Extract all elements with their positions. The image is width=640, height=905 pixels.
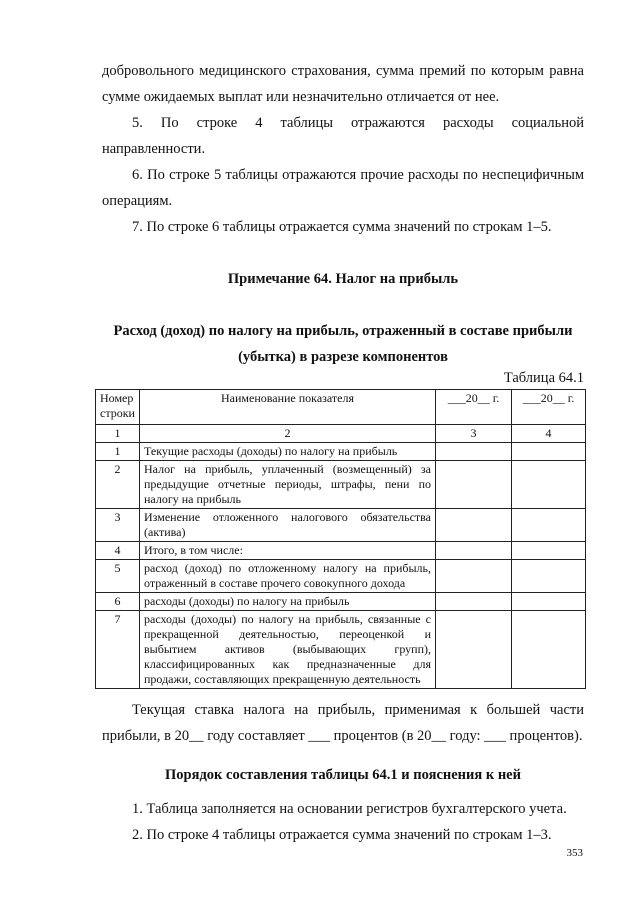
row-value-1 (436, 443, 512, 461)
row-number: 1 (96, 443, 140, 461)
table-row (96, 542, 586, 560)
row-value-2 (512, 461, 586, 509)
page-number: 353 (566, 847, 583, 859)
numbering-cell: 1 (96, 425, 140, 443)
row-name: расход (доход) по отложенному налогу на прибыль, отраженный в составе прочего совокупного дохода (140, 560, 436, 593)
row-name: Текущие расходы (доходы) по налогу на прибыль (140, 443, 436, 461)
row-number: 4 (96, 542, 140, 560)
procedure-title: Порядок составления таблицы 64.1 и пояснения к ней (165, 767, 521, 783)
header-indicator-name: Наименование показателя (140, 390, 436, 425)
paragraph-item-5: 5. По строке 4 таблицы отражаются расходы социальной направленности. (102, 115, 584, 157)
table-caption: Таблица 64.1 (503, 370, 584, 386)
row-value-1 (436, 611, 512, 689)
row-value-2 (512, 611, 586, 689)
numbering-cell: 2 (140, 425, 436, 443)
row-name: Изменение отложенного налогового обязательства (актива) (140, 509, 436, 542)
row-number: 6 (96, 593, 140, 611)
tax-table (95, 389, 586, 689)
row-value-1 (436, 560, 512, 593)
row-name: Налог на прибыль, уплаченный (возмещенный) за предыдущие отчетные периоды, штрафы, пени по налогу на прибыль (140, 461, 436, 509)
table-numbering-row (96, 425, 586, 443)
procedure-item-1: 1. Таблица заполняется на основании регистров бухгалтерского учета. (132, 801, 567, 817)
paragraph-continuation: добровольного медицинского страхования, сумма премий по которым равна сумме ожидаемых выплат или незначительно отличается от нее. (102, 63, 584, 105)
numbering-cell: 4 (512, 425, 586, 443)
row-number: 3 (96, 509, 140, 542)
table-row (96, 443, 586, 461)
table-row (96, 611, 586, 689)
section-title-line2: (убытка) в разрезе компонентов (238, 349, 448, 365)
table-row (96, 509, 586, 542)
section-title-line1: Расход (доход) по налогу на прибыль, отраженный в составе прибыли (113, 323, 573, 339)
paragraph-item-7: 7. По строке 6 таблицы отражается сумма значений по строкам 1–5. (132, 219, 552, 235)
row-value-1 (436, 461, 512, 509)
row-value-2 (512, 593, 586, 611)
tax-rate-paragraph: Текущая ставка налога на прибыль, применимая к большей части прибыли, в 20__ году составляет ___ процентов (в 20__ году: ___ процентов). (102, 702, 584, 744)
row-number: 7 (96, 611, 140, 689)
header-year-2: ___20__ г. (512, 390, 586, 425)
row-value-1 (436, 509, 512, 542)
row-name: расходы (доходы) по налогу на прибыль (140, 593, 436, 611)
header-row-number: Номер строки (96, 390, 140, 425)
row-value-2 (512, 560, 586, 593)
table-row (96, 560, 586, 593)
note-title: Примечание 64. Налог на прибыль (227, 271, 459, 287)
procedure-item-2: 2. По строке 4 таблицы отражается сумма значений по строкам 1–3. (132, 827, 552, 843)
table-row (96, 461, 586, 509)
row-value-2 (512, 509, 586, 542)
row-value-2 (512, 443, 586, 461)
numbering-cell: 3 (436, 425, 512, 443)
row-number: 2 (96, 461, 140, 509)
row-value-1 (436, 542, 512, 560)
paragraph-item-6: 6. По строке 5 таблицы отражаются прочие расходы по неспецифичным операциям. (102, 167, 584, 209)
table-header-row (96, 390, 586, 425)
table-row (96, 593, 586, 611)
row-value-2 (512, 542, 586, 560)
row-name: расходы (доходы) по налогу на прибыль, связанные с прекращенной деятельностью, переоценкой и выбытием активов (выбывающих групп), классифицированных как предназначенные для продажи, составляющих прекращенную деятельность (140, 611, 436, 689)
header-year-1: ___20__ г. (436, 390, 512, 425)
row-number: 5 (96, 560, 140, 593)
row-value-1 (436, 593, 512, 611)
row-name: Итого, в том числе: (140, 542, 436, 560)
